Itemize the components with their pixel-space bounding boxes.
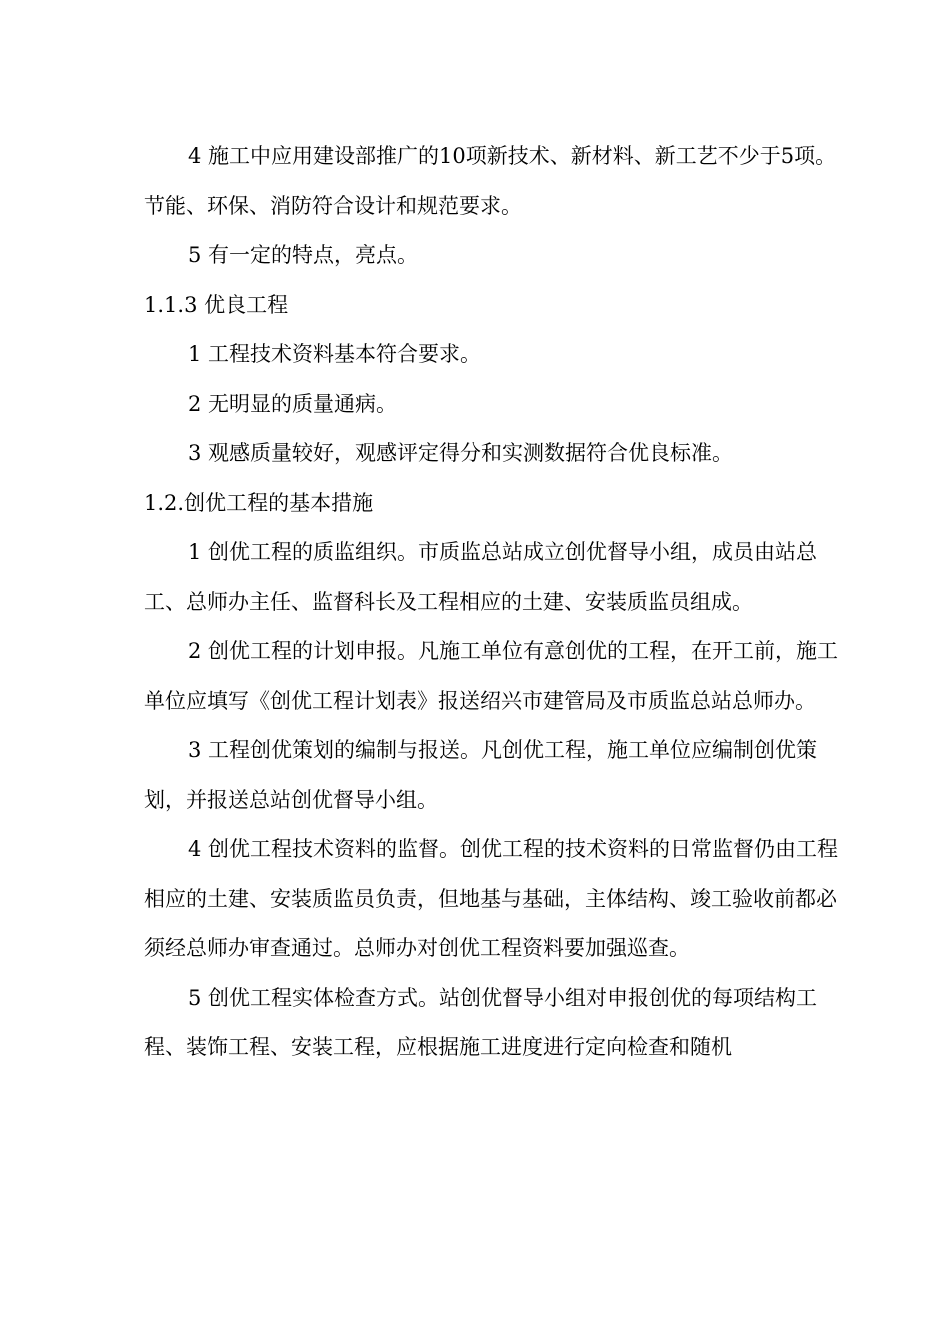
document-body [144,132,844,1073]
section-heading-1-1-3: 1.1.3 优良工程 [144,292,289,317]
paragraph-measure-2-plan-declaration: 2 创优工程的计划申报。凡施工单位有意创优的工程，在开工前，施工单位应填写《创优工程计划表》报送绍兴市建管局及市质监总站总师办。 [144,639,839,713]
paragraph-item-4-new-technology: 4 施工中应用建设部推广的10项新技术、新材料、新工艺不少于5项。节能、环保、消防符合设计和规范要求。 [144,144,837,218]
section-heading-1-2: 1.2.创优工程的基本措施 [144,490,374,515]
paragraph-item-1-technical-data: 1 工程技术资料基本符合要求。 [188,342,482,366]
paragraph-item-5-features: 5 有一定的特点，亮点。 [188,243,419,267]
paragraph-measure-4-data-supervision: 4 创优工程技术资料的监督。创优工程的技术资料的日常监督仍由工程相应的土建、安装质监员负责，但地基与基础，主体结构、竣工验收前都必须经总师办审查通过。总师办对创优工程资料要加强巡查。 [144,837,839,960]
paragraph-item-2-quality-defects: 2 无明显的质量通病。 [188,391,398,416]
paragraph-measure-5-inspection: 5 创优工程实体检查方式。站创优督导小组对申报创优的每项结构工程、装饰工程、安装工程，应根据施工进度进行定向检查和随机 [144,985,818,1059]
paragraph-measure-3-planning: 3 工程创优策划的编制与报送。凡创优工程，施工单位应编制创优策划，并报送总站创优督导小组。 [144,738,818,812]
paragraph-item-3-appearance-quality: 3 观感质量较好，观感评定得分和实测数据符合优良标准。 [188,441,734,465]
paragraph-measure-1-organization: 1 创优工程的质监组织。市质监总站成立创优督导小组，成员由站总工、总师办主任、监督科长及工程相应的土建、安装质监员组成。 [144,540,818,614]
